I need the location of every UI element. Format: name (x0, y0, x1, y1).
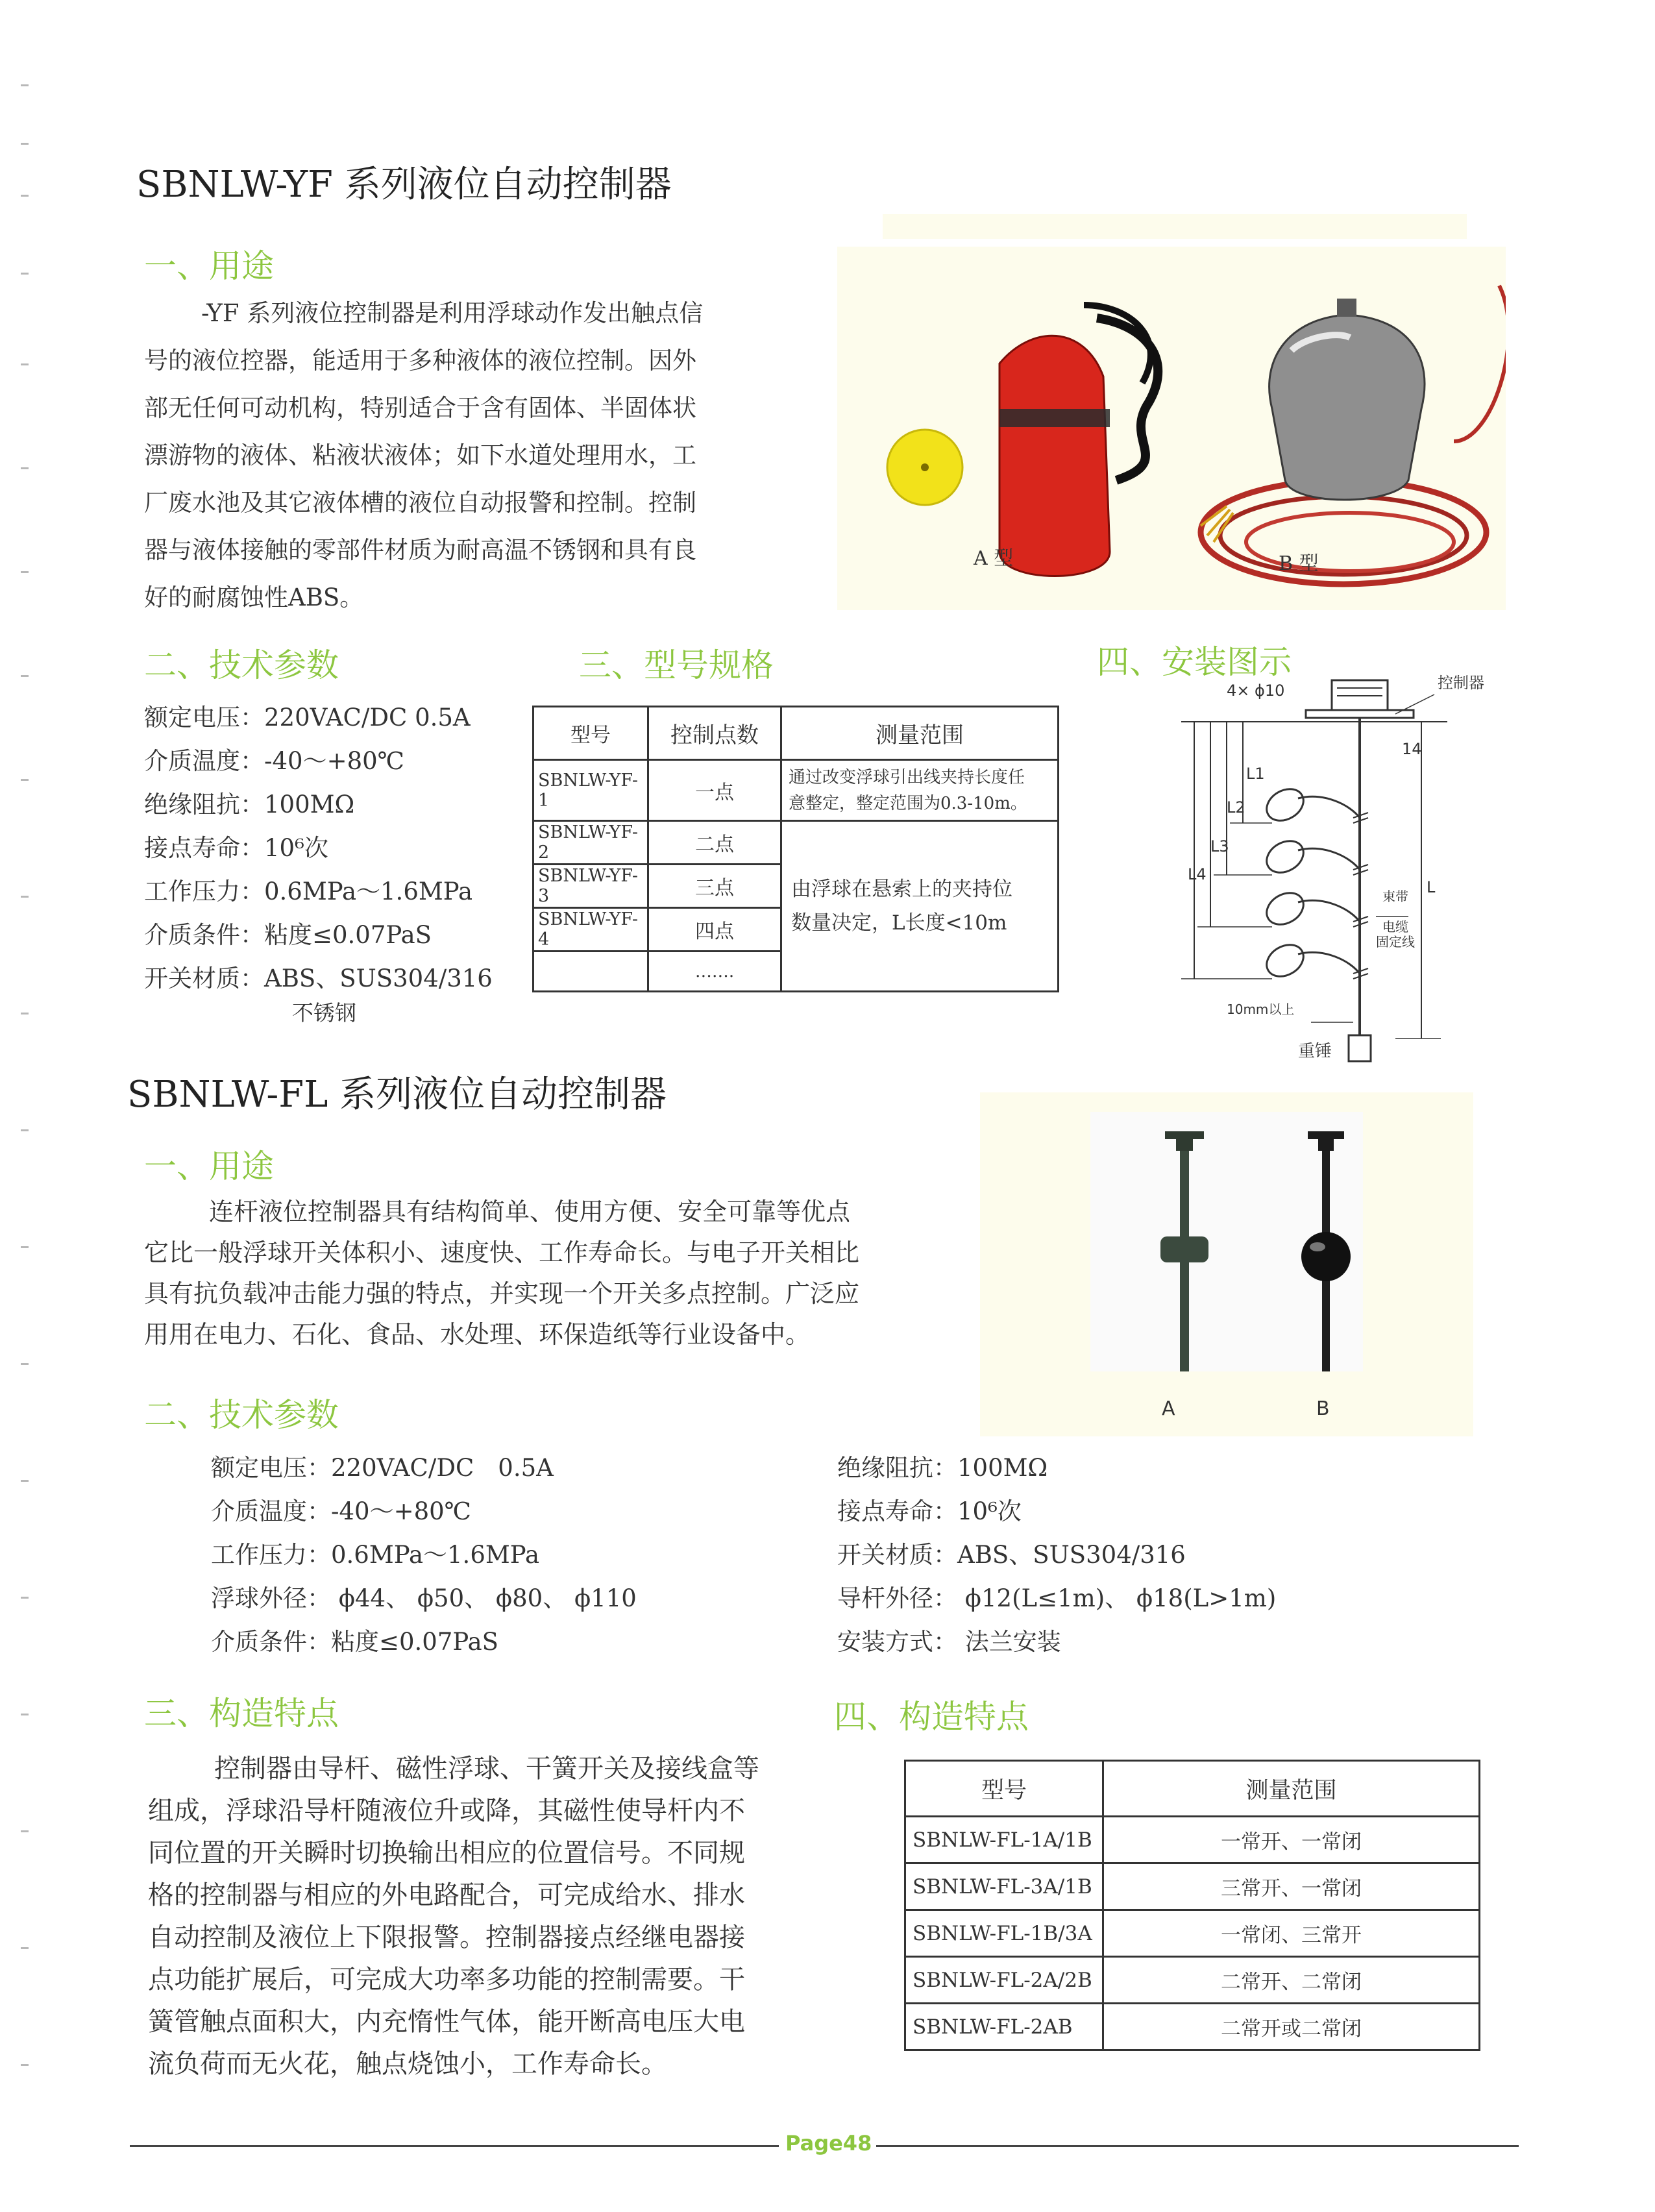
param-line: 接点寿命：10⁶次 (144, 834, 328, 862)
float-icon (1261, 835, 1360, 879)
float-b-icon (1301, 1232, 1351, 1281)
flange-icon (1165, 1131, 1204, 1139)
yf-tech-heading: 二、技术参数 (144, 646, 339, 684)
table-cell-range: 一常开、一常闭 (1103, 1817, 1480, 1863)
table-cell-range (781, 821, 1059, 992)
table-cell-model: SBNLW-FL-1A/1B (905, 1817, 1103, 1863)
photo-top-strip (883, 214, 1467, 239)
diagram-min-10mm: 10mm以上 (1227, 1002, 1295, 1017)
diagram-l2: L2 (1227, 798, 1245, 817)
paragraph-line: 用用在电力、石化、食品、水处理、环保造纸等行业设备中。 (144, 1320, 811, 1349)
paragraph-line: 部无任何可动机构，特别适合于含有固体、半固体状 (144, 394, 696, 422)
weight-icon (1349, 1035, 1371, 1061)
page-number: Page48 (785, 2131, 872, 2156)
table-row (905, 1817, 1480, 1863)
paragraph-line: 簧管触点面积大，内充惰性气体，能开断高电压大电 (148, 2007, 745, 2037)
param-line: 工作压力：0.6MPa～1.6MPa (144, 878, 473, 905)
flange-icon (1308, 1131, 1344, 1139)
table-row (533, 760, 1059, 821)
table-header: 测量范围 (1103, 1761, 1480, 1817)
paragraph-line: 点功能扩展后，可完成大功率多功能的控制需要。干 (148, 1965, 745, 1995)
param-line: 安装方式： 法兰安装 (837, 1628, 1061, 1656)
paragraph-line: 流负荷而无火花，触点烧蚀小，工作寿命长。 (148, 2049, 667, 2079)
table-cell-model: SBNLW-FL-3A/1B (905, 1863, 1103, 1910)
table-row (905, 1863, 1480, 1910)
table-row (905, 1957, 1480, 2004)
fl-photo-panel (980, 1092, 1473, 1436)
table-header: 测量范围 (781, 707, 1059, 760)
range-line: 数量决定，L长度<10m (791, 911, 1007, 935)
param-line: 额定电压：220VAC/DC 0.5A (211, 1454, 554, 1482)
float-icon (1261, 887, 1360, 931)
fl-tech-heading: 二、技术参数 (144, 1396, 339, 1434)
param-line: 介质温度：-40～+80℃ (211, 1497, 472, 1525)
table-header: 控制点数 (648, 707, 781, 760)
table-cell-model: SBNLW-FL-2AB (905, 2004, 1103, 2050)
table-header: 型号 (533, 707, 648, 760)
yf-float-photos (837, 247, 1506, 610)
yf-model-table (532, 706, 1059, 992)
paragraph-line: -YF 系列液位控制器是利用浮球动作发出触点信 (201, 299, 704, 327)
yf-usage-heading: 一、用途 (144, 247, 274, 285)
diagram-l1: L1 (1246, 765, 1265, 783)
diagram-l3: L3 (1210, 837, 1229, 855)
diagram-strap: 束带 (1382, 889, 1408, 904)
photo-label-b: B 型 (1279, 552, 1319, 575)
table-cell-model: SBNLW-YF-2 (533, 821, 648, 865)
diagram-controller-label: 控制器 (1438, 674, 1484, 692)
paragraph-line: 器与液体接触的零部件材质为耐高温不锈钢和具有良 (144, 536, 696, 564)
param-line: 绝缘阻抗：100MΩ (144, 791, 355, 818)
table-cell-model: SBNLW-FL-2A/2B (905, 1957, 1103, 2004)
range-line: 通过改变浮球引出线夹持长度任 (789, 767, 1025, 787)
paragraph-line: 厂废水池及其它液体槽的液位自动报警和控制。控制 (144, 489, 696, 517)
diagram-holes-label: 4× ϕ10 (1227, 682, 1285, 700)
table-cell-points: ……. (648, 952, 781, 992)
fl-structure-paragraph (148, 1748, 875, 2085)
fl-rod-photos (980, 1092, 1473, 1436)
fl-photo-label-b: B (1316, 1397, 1330, 1420)
param-line-tail: 不锈钢 (292, 1000, 356, 1026)
float-a-icon (1160, 1236, 1208, 1262)
installation-diagram (1162, 669, 1525, 1071)
param-line: 额定电压：220VAC/DC 0.5A (144, 704, 471, 731)
yf-title: SBNLW-YF 系列液位自动控制器 (136, 164, 672, 206)
fl-usage-heading: 一、用途 (144, 1148, 274, 1185)
fl-structure-heading: 三、构造特点 (144, 1695, 339, 1732)
diagram-cable-fix-2: 固定线 (1376, 934, 1415, 950)
param-line: 介质条件：粘度≤0.07PaS (144, 921, 432, 949)
table-row (905, 2004, 1480, 2050)
table-cell-model: SBNLW-YF-3 (533, 865, 648, 908)
param-line: 导杆外径： ϕ12(L≤1m)、 ϕ18(L>1m) (837, 1584, 1277, 1612)
footer-rule-left (130, 2145, 779, 2147)
param-line: 开关材质：ABS、SUS304/316 (837, 1541, 1186, 1569)
install-heading: 四、安装图示 (1097, 643, 1292, 681)
photo-label-a: A 型 (974, 547, 1014, 570)
yf-photo-panel (837, 247, 1506, 610)
table-cell-model: SBNLW-YF-1 (533, 760, 648, 821)
yf-params (144, 696, 493, 1026)
param-line: 工作压力：0.6MPa～1.6MPa (211, 1541, 540, 1569)
range-line: 由浮球在悬索上的夹持位 (791, 878, 1012, 901)
table-cell-range: 三常开、一常闭 (1103, 1863, 1480, 1910)
fl-usage-paragraph (144, 1192, 988, 1355)
table-cell-points: 二点 (648, 821, 781, 865)
paragraph-line: 具有抗负载冲击能力强的特点，并实现一个开关多点控制。广泛应 (144, 1279, 860, 1308)
paragraph-line: 同位置的开关瞬时切换输出相应的位置信号。不同规 (148, 1838, 745, 1868)
diagram-l4: L4 (1188, 865, 1207, 883)
paragraph-line: 控制器由导杆、磁性浮球、干簧开关及接线盒等 (214, 1754, 759, 1784)
diagram-l: L (1427, 878, 1436, 896)
fl-title: SBNLW-FL 系列液位自动控制器 (127, 1074, 667, 1116)
paragraph-line: 格的控制器与相应的外电路配合，可完成给水、排水 (148, 1880, 745, 1910)
table-row (905, 1910, 1480, 1957)
steel-float-icon (1269, 315, 1425, 500)
footer-rule-right (876, 2145, 1519, 2147)
table-header: 型号 (905, 1761, 1103, 1817)
diagram-weight-label: 重锤 (1298, 1042, 1332, 1061)
fl-structure2-heading: 四、构造特点 (834, 1698, 1029, 1736)
fl-model-table (904, 1760, 1480, 2051)
diagram-dim-14: 14 (1402, 740, 1422, 758)
param-line: 绝缘阻抗：100MΩ (837, 1454, 1048, 1482)
table-cell-range (781, 760, 1059, 821)
table-cell-model: SBNLW-FL-1B/3A (905, 1910, 1103, 1957)
fl-params-left (211, 1446, 637, 1664)
param-line: 开关材质：ABS、SUS304/316 (144, 965, 493, 992)
diagram-cable-fix-1: 电缆 (1382, 919, 1408, 935)
fl-params-right (837, 1446, 1276, 1664)
fl-photo-label-a: A (1162, 1397, 1175, 1420)
table-cell-range: 二常开、二常闭 (1103, 1957, 1480, 2004)
yf-usage-paragraph (144, 289, 793, 621)
paragraph-line: 号的液位控器，能适用于多种液体的液位控制。因外 (144, 347, 696, 375)
red-float-icon (999, 336, 1110, 576)
table-cell-points: 三点 (648, 865, 781, 908)
table-cell-points: 四点 (648, 908, 781, 952)
param-line: 接点寿命：10⁶次 (837, 1497, 1022, 1525)
table-cell-range: 二常开或二常闭 (1103, 2004, 1480, 2050)
table-cell-model: SBNLW-YF-4 (533, 908, 648, 952)
param-line: 介质温度：-40～+80℃ (144, 747, 405, 775)
param-line: 介质条件：粘度≤0.07PaS (211, 1628, 499, 1656)
yf-model-heading: 三、型号规格 (579, 646, 774, 684)
float-icon (1261, 783, 1360, 827)
paragraph-line: 自动控制及液位上下限报警。控制器接点经继电器接 (148, 1923, 745, 1952)
table-cell-model (533, 952, 648, 992)
paragraph-line: 它比一般浮球开关体积小、速度快、工作寿命长。与电子开关相比 (144, 1238, 860, 1267)
table-cell-points: 一点 (648, 760, 781, 821)
range-line: 意整定，整定范围为0.3-10m。 (789, 793, 1027, 813)
table-cell-range: 一常闭、三常开 (1103, 1910, 1480, 1957)
paragraph-line: 漂游物的液体、粘液状液体；如下水道处理用水，工 (144, 441, 696, 469)
paragraph-line: 组成，浮球沿导杆随液位升或降，其磁性使导杆内不 (148, 1796, 745, 1826)
param-line: 浮球外径： ϕ44、 ϕ50、 ϕ80、 ϕ110 (211, 1584, 637, 1612)
float-icon (1261, 939, 1360, 983)
paragraph-line: 好的耐腐蚀性ABS。 (144, 584, 364, 611)
paragraph-line: 连杆液位控制器具有结构简单、使用方便、安全可靠等优点 (209, 1198, 851, 1226)
table-row (533, 821, 1059, 865)
